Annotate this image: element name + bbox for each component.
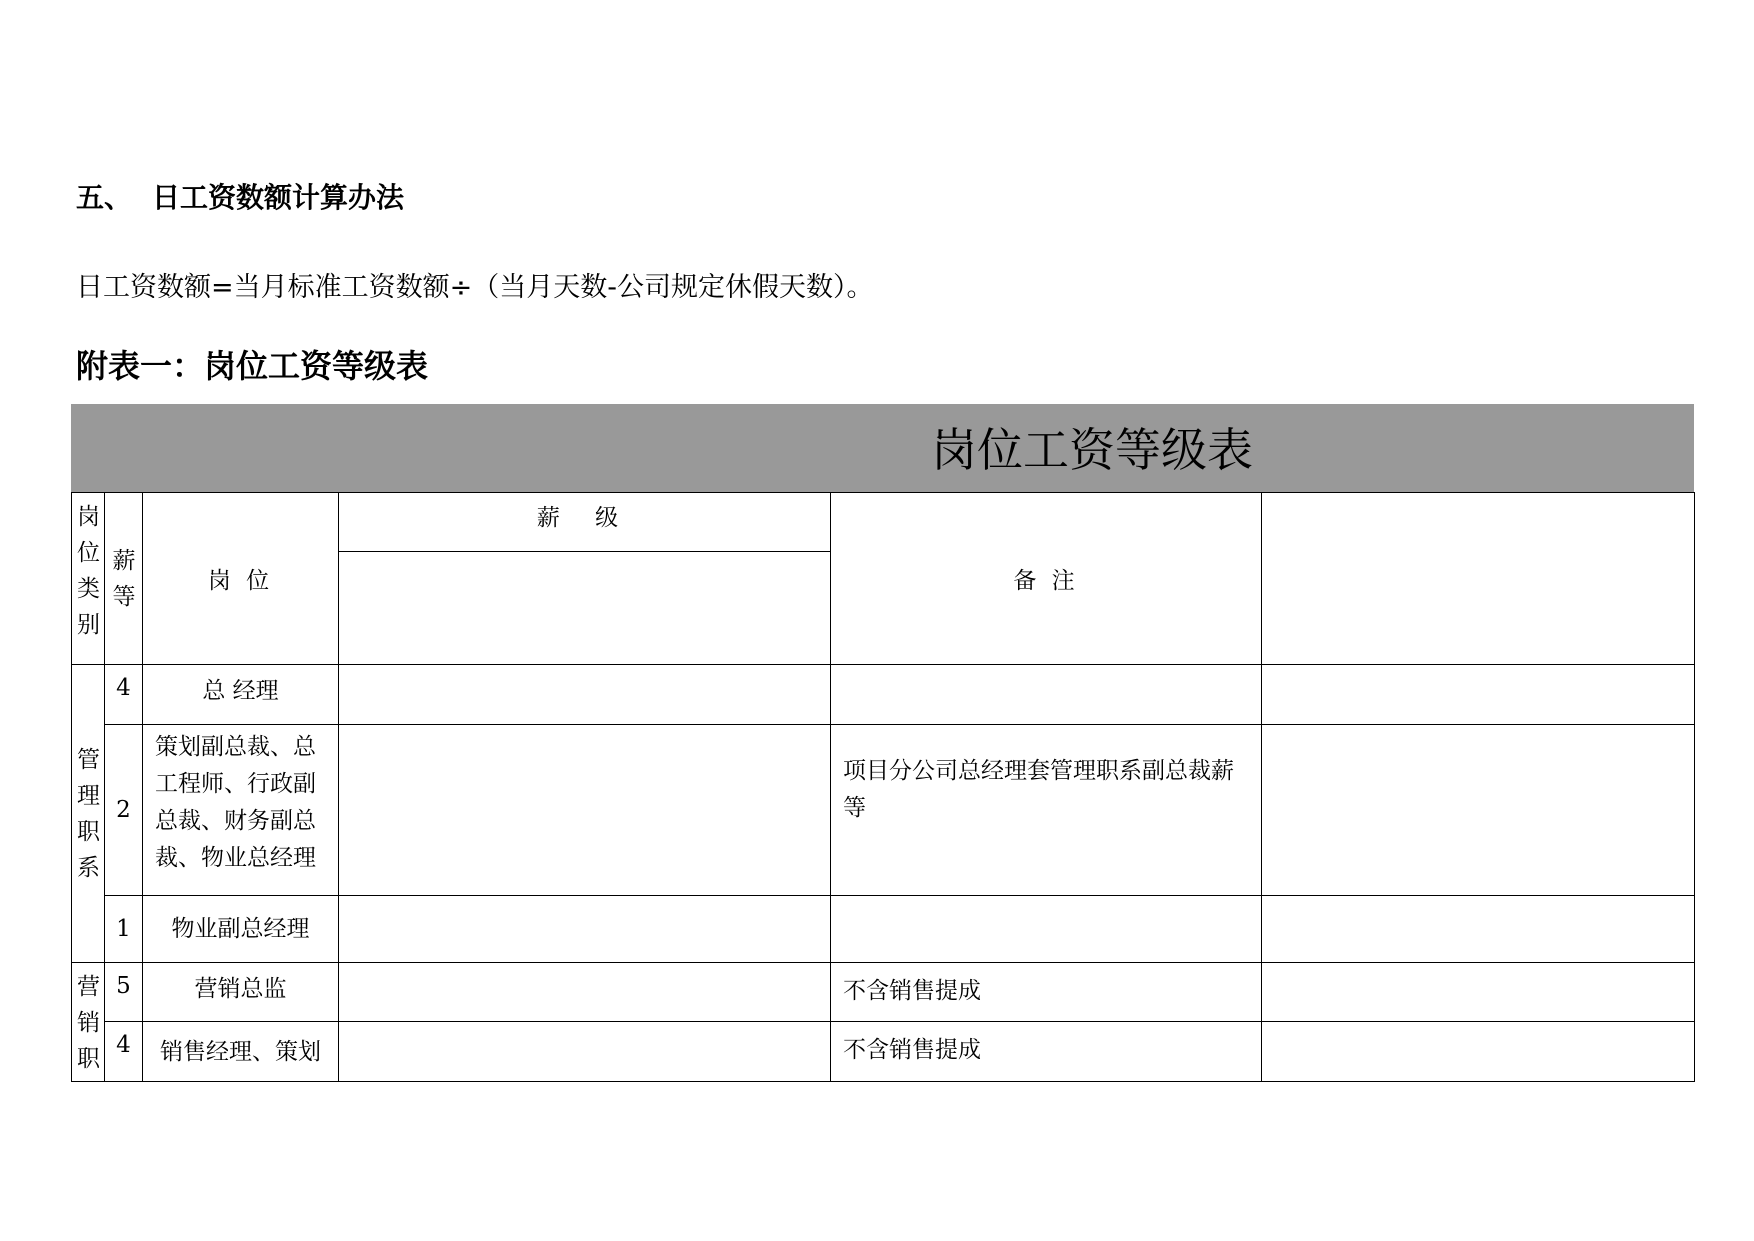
table-row: [72, 1022, 1695, 1082]
remark-cell: [831, 665, 1262, 725]
section-title: 日工资数额计算办法: [152, 181, 405, 214]
blank-cell: [1262, 896, 1695, 963]
header-salary-level: 薪 级: [536, 505, 633, 531]
section-number: 五、: [76, 181, 133, 214]
grade-cell: 4: [105, 665, 143, 725]
grade-cell: 5: [105, 963, 143, 1022]
grade-cell: 1: [105, 896, 143, 963]
position-cell: 总 经理: [143, 665, 339, 725]
salary-level-cell: [339, 963, 831, 1022]
salary-level-cell: [339, 896, 831, 963]
position-cell: 策划副总裁、总工程师、行政副总裁、财务副总裁、物业总经理: [143, 725, 339, 896]
salary-grade-table: [71, 492, 1695, 1082]
table-row: [72, 665, 1695, 725]
remark-cell: 不含销售提成: [831, 1022, 1262, 1082]
header-category: 岗位类别: [77, 504, 100, 638]
blank-cell: [1262, 1022, 1695, 1082]
blank-cell: [1262, 963, 1695, 1022]
blank-cell: [1262, 725, 1695, 896]
appendix-title: 附表一：岗位工资等级表: [76, 347, 429, 385]
header-remarks: 备 注: [1013, 568, 1079, 594]
position-cell: 物业副总经理: [143, 896, 339, 963]
category-cell: [72, 963, 105, 1082]
remark-cell: 不含销售提成: [831, 963, 1262, 1022]
salary-level-cell: [339, 725, 831, 896]
position-cell: 销售经理、策划: [143, 1022, 339, 1082]
header-category-cell: [72, 493, 105, 665]
table-row: [72, 963, 1695, 1022]
daily-wage-formula: 日工资数额=当月标准工资数额÷（当月天数-公司规定休假天数）。: [76, 272, 874, 303]
category-label: 营销职: [77, 974, 100, 1072]
remark-cell: 项目分公司总经理套管理职系副总裁薪等: [831, 725, 1262, 896]
table-header-row: [72, 493, 1695, 552]
category-label: 管理职系: [77, 746, 100, 881]
table-row: [72, 896, 1695, 963]
header-grade: 薪等: [112, 547, 136, 610]
header-position: 岗 位: [207, 568, 274, 594]
category-cell: [72, 665, 105, 963]
blank-cell: [1262, 665, 1695, 725]
salary-level-cell: [339, 665, 831, 725]
table-banner-title: 岗位工资等级表: [931, 423, 1253, 477]
header-salary-sub-cell: [339, 552, 831, 665]
remark-cell: [831, 896, 1262, 963]
header-position-cell: [143, 493, 339, 665]
grade-cell: 2: [105, 725, 143, 896]
salary-level-cell: [339, 1022, 831, 1082]
grade-cell: 4: [105, 1022, 143, 1082]
header-blank-cell: [1262, 493, 1695, 665]
position-cell: 营销总监: [143, 963, 339, 1022]
section-heading: [76, 176, 404, 216]
table-row: [72, 725, 1695, 896]
table-banner: [71, 404, 1694, 492]
header-grade-cell: [105, 493, 143, 665]
header-remarks-cell: [831, 493, 1262, 665]
header-salary-level-cell: [339, 493, 831, 552]
